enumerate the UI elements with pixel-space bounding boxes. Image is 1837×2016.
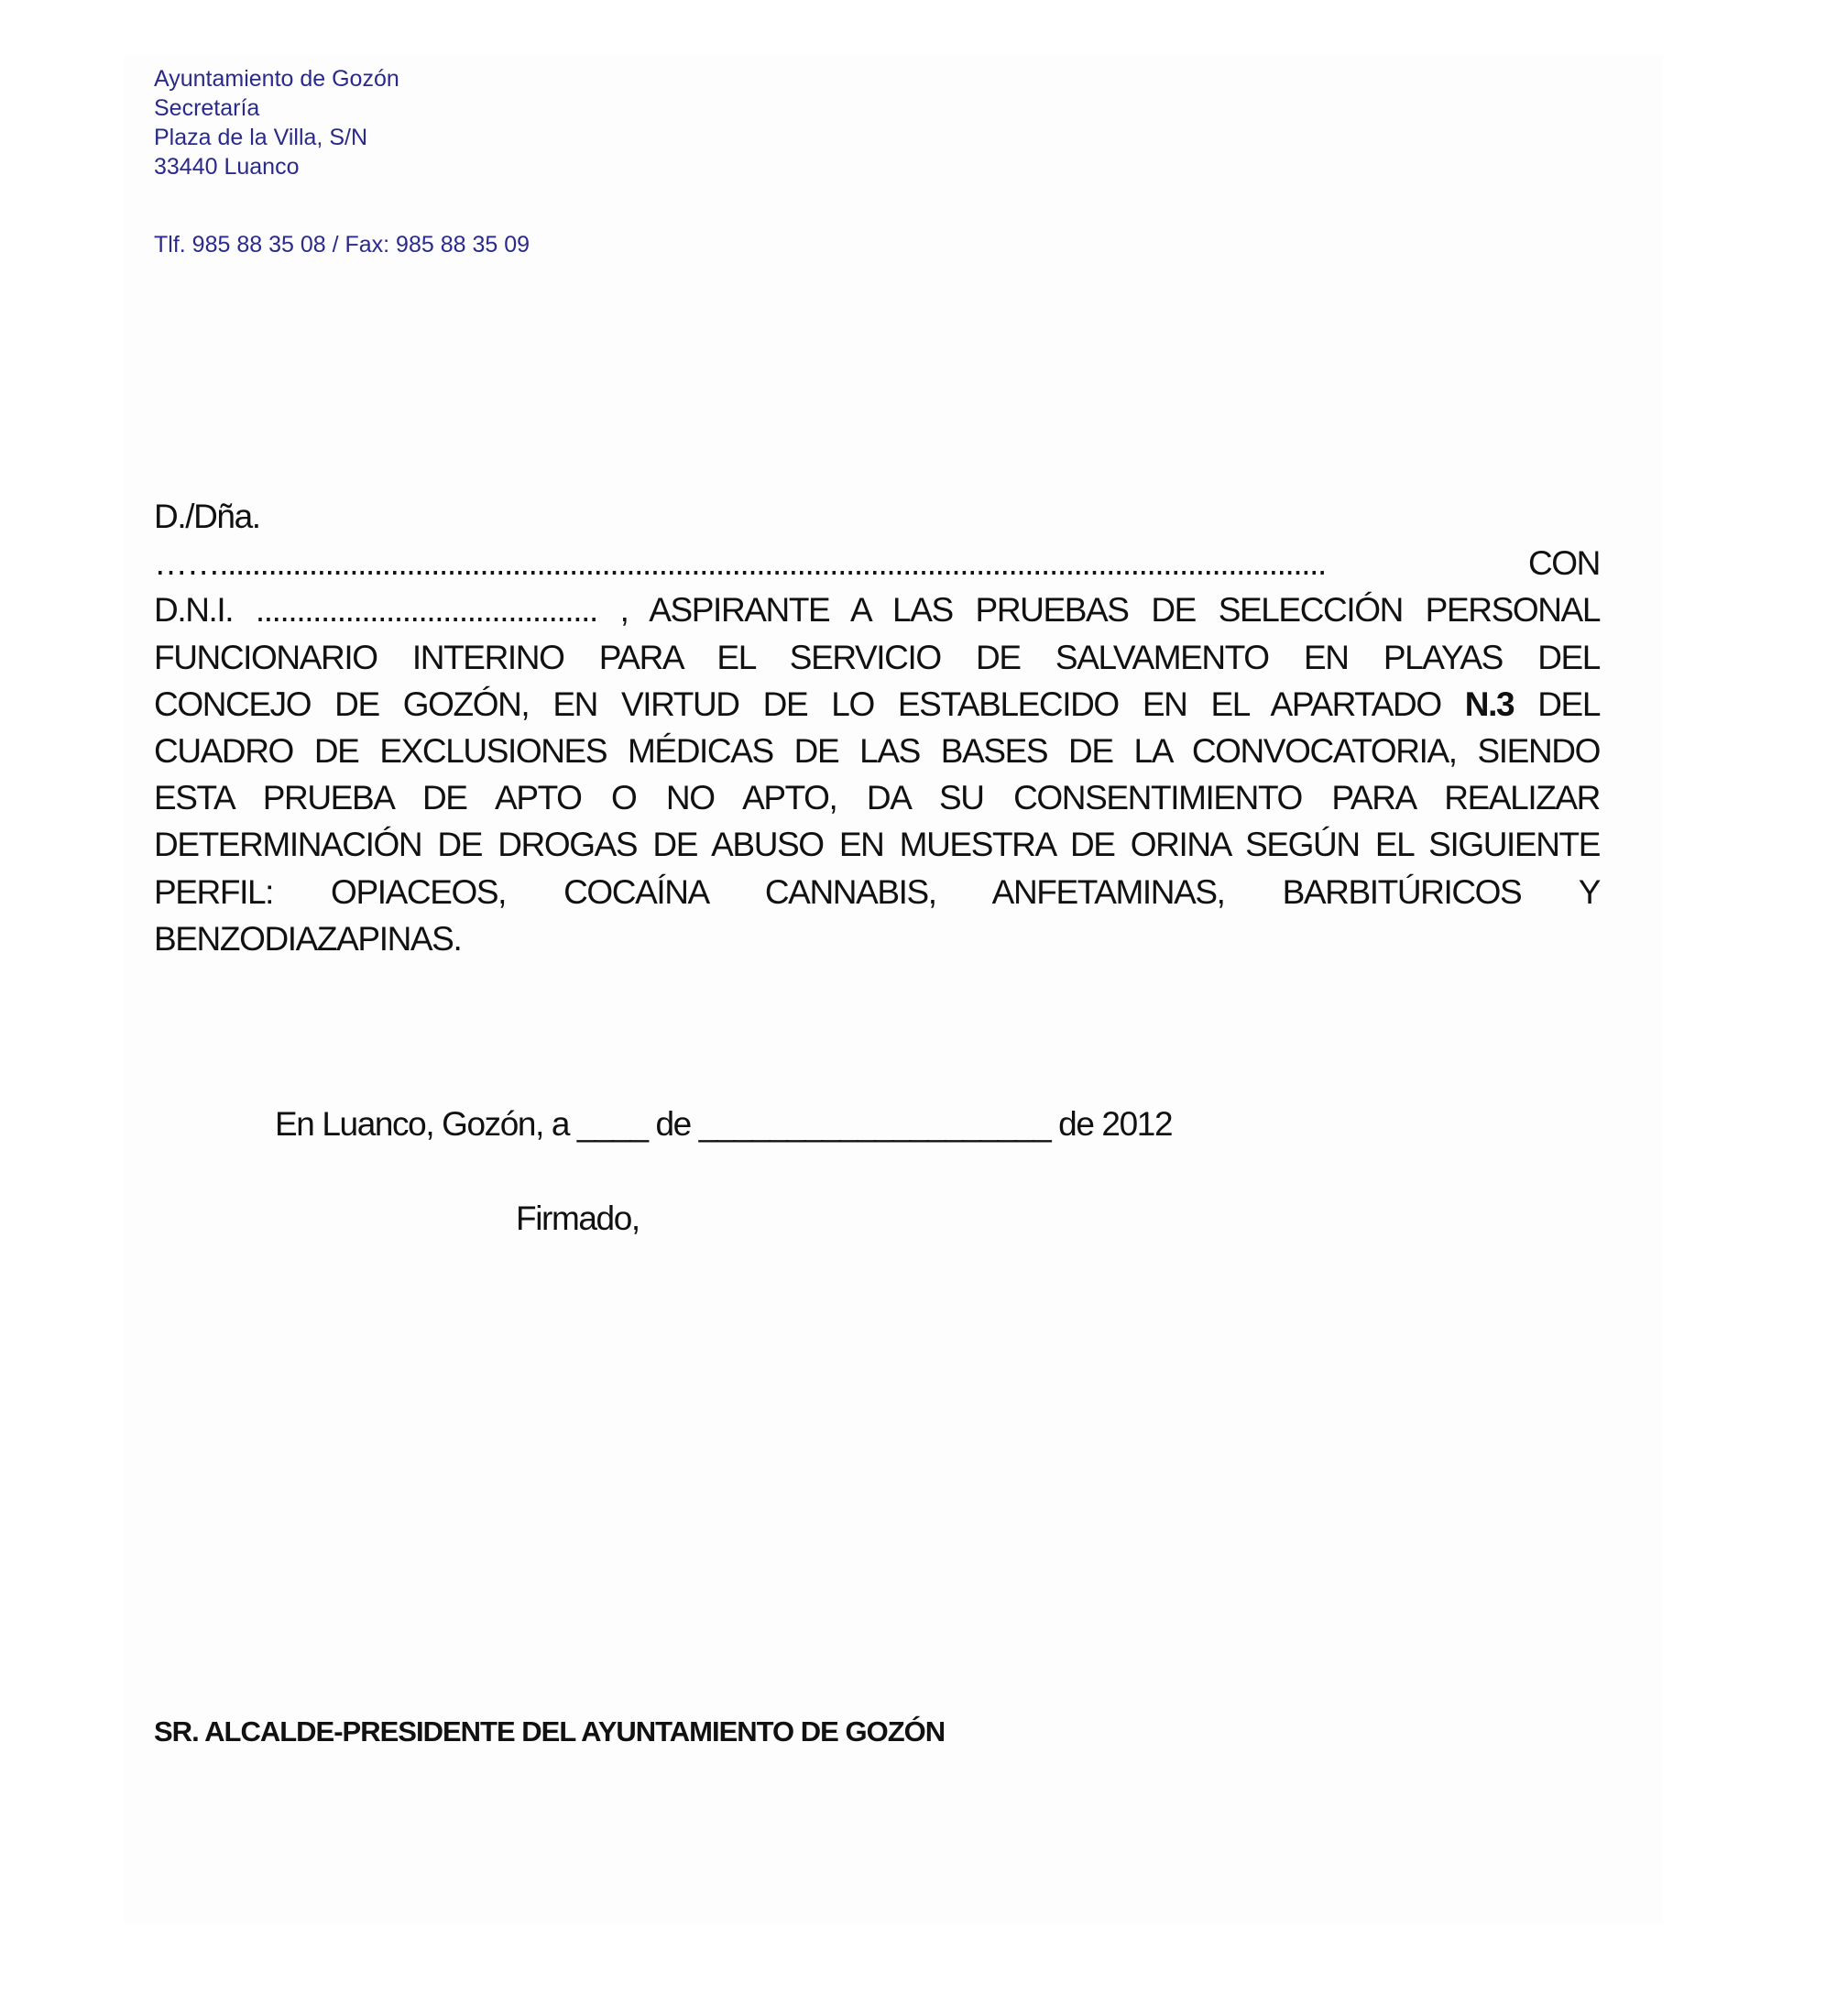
letterhead-department: Secretaría [154,95,260,121]
addressee: SR. ALCALDE-PRESIDENTE DEL AYUNTAMIENTO DE GOZÓN [154,1715,946,1748]
body-line: FUNCIONARIO INTERINO PARA EL SERVICIO DE SALVAMENTO EN PLAYAS DEL [154,638,1600,676]
signature-label: Firmado, [516,1200,640,1237]
body-line: PERFIL: OPIACEOS, COCAÍNA CANNABIS, ANFETAMINAS, BARBITÚRICOS Y [154,872,1600,911]
section-reference: N.3 [1464,685,1514,723]
body-line: DETERMINACIÓN DE DROGAS DE ABUSO EN MUESTRA DE ORINA SEGÚN EL SIGUIENTE [154,826,1600,864]
consent-body [154,493,1600,962]
letterhead [154,64,399,181]
body-line: ESTA PRUEBA DE APTO O NO APTO, DA SU CONSENTIMIENTO PARA REALIZAR [154,779,1600,817]
body-line: D./Dña. [154,498,260,535]
body-line: BENZODIAZAPINAS. [154,919,462,958]
page-background [124,55,1663,1924]
date-line: En Luanco, Gozón, a ____ de ____________________ de 2012 [275,1105,1173,1143]
letterhead-contact: Tlf. 985 88 35 08 / Fax: 985 88 35 09 [154,232,530,257]
body-line: D.N.I. .......................................... , ASPIRANTE A LAS PRUEBAS DE SELECCIÓN PERSONAL [154,591,1600,630]
body-line-part: CONCEJO DE GOZÓN, EN VIRTUD DE LO ESTABLECIDO EN EL APARTADO [154,685,1441,723]
body-line: ……........................................................................................................................................ CON [154,544,1600,583]
letterhead-city: 33440 Luanco [154,154,300,180]
letterhead-street: Plaza de la Villa, S/N [154,125,367,150]
body-line [154,681,1600,728]
letterhead-org: Ayuntamiento de Gozón [154,66,399,92]
body-line: CUADRO DE EXCLUSIONES MÉDICAS DE LAS BASES DE LA CONVOCATORIA, SIENDO [154,731,1600,770]
body-line-part: DEL [1537,685,1601,723]
